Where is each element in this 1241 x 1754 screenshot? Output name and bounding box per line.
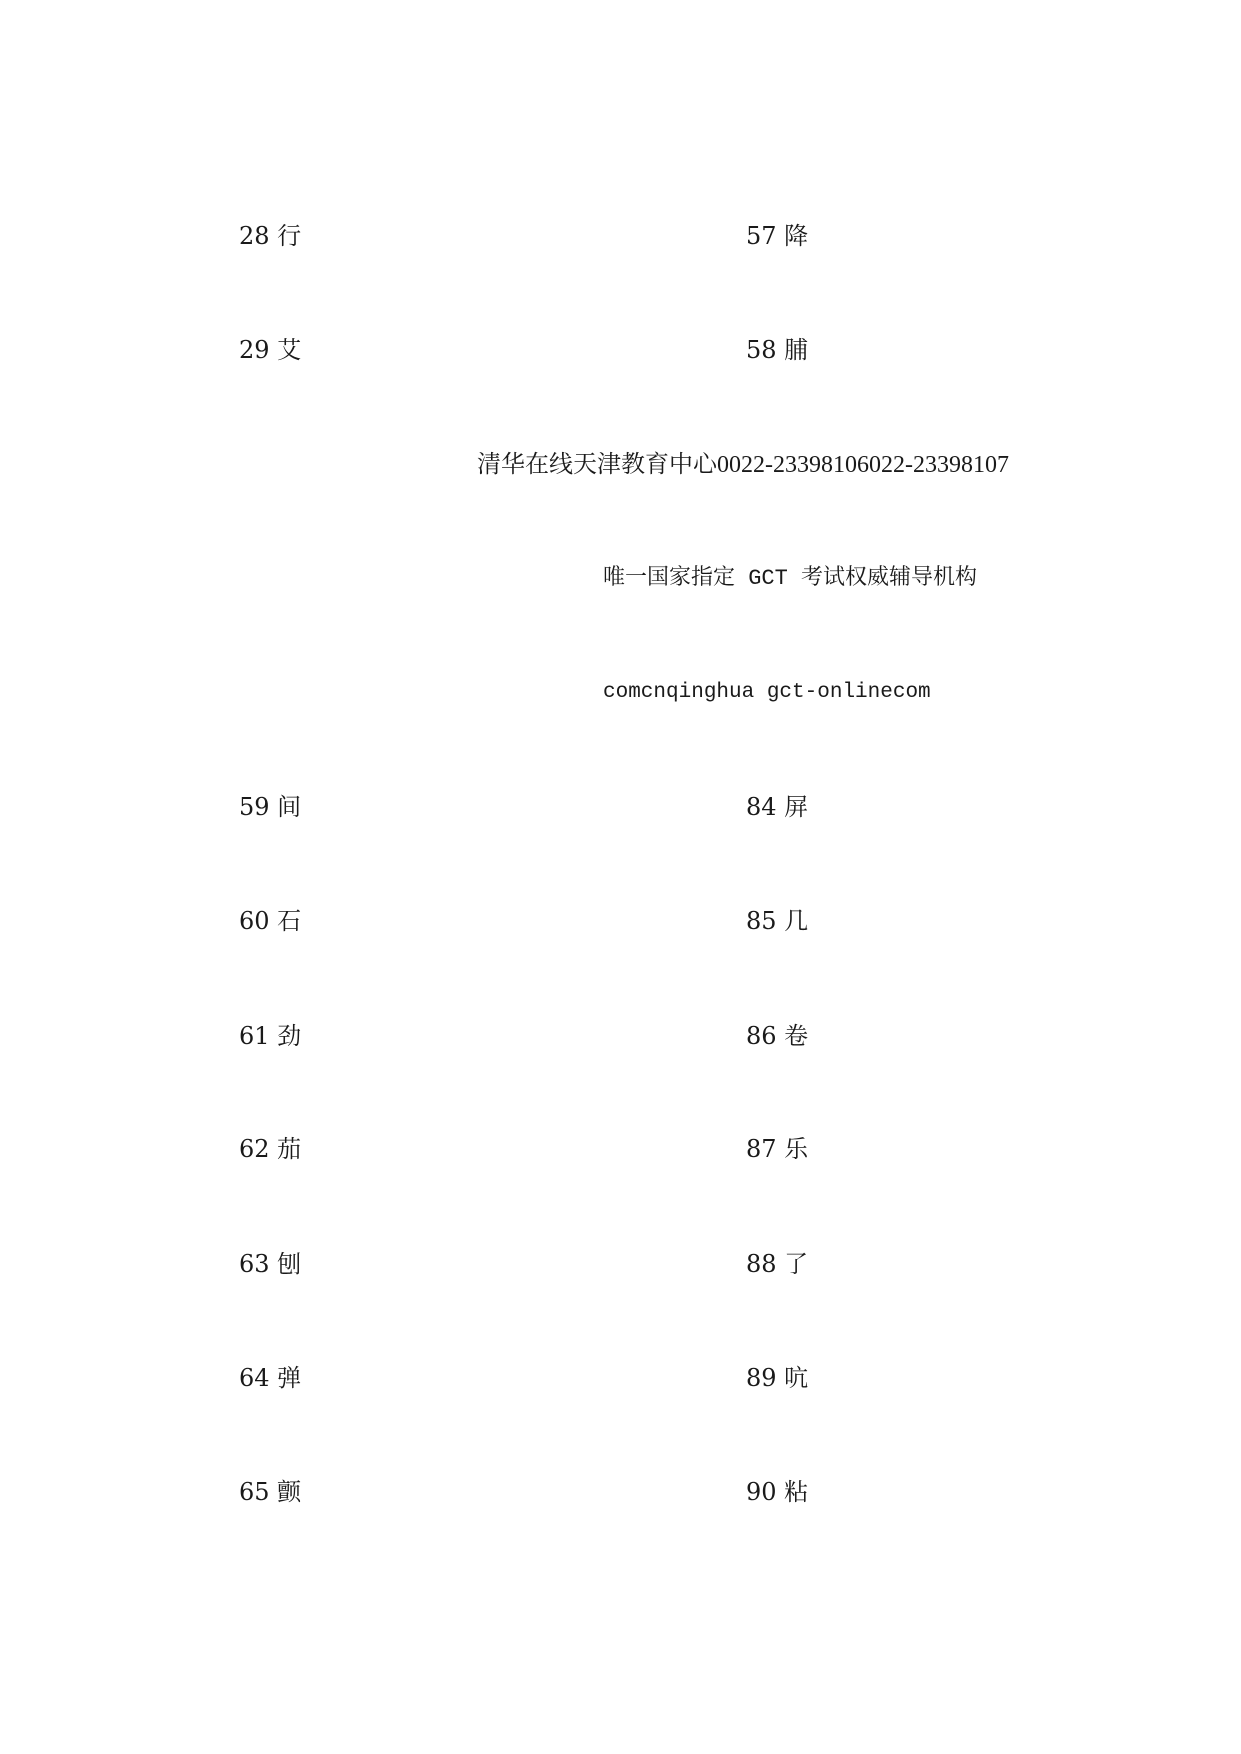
answer-item: 88 了 — [746, 1250, 809, 1278]
answer-item: 89 吭 — [746, 1364, 809, 1392]
organization-contact-line: 清华在线天津教育中心0022-23398106022-23398107 — [477, 452, 1009, 478]
answer-item: 86 卷 — [746, 1022, 809, 1050]
answer-item: 28 行 — [239, 222, 302, 250]
answer-item: 57 降 — [746, 222, 809, 250]
answer-item: 59 间 — [239, 793, 302, 821]
answer-item: 61 劲 — [239, 1022, 302, 1050]
organization-website-line: comcnqinghua gct-onlinecom — [603, 681, 931, 704]
answer-item: 63 刨 — [239, 1250, 302, 1278]
answer-item: 90 粘 — [746, 1478, 809, 1506]
answer-item: 29 艾 — [239, 336, 302, 364]
answer-item: 65 颤 — [239, 1478, 302, 1506]
answer-item: 60 石 — [239, 907, 302, 935]
answer-item: 64 弹 — [239, 1364, 302, 1392]
answer-item: 85 几 — [746, 907, 809, 935]
answer-item: 84 屏 — [746, 793, 809, 821]
answer-item: 87 乐 — [746, 1135, 809, 1163]
answer-item: 62 茄 — [239, 1135, 302, 1163]
answer-item: 58 脯 — [746, 336, 809, 364]
organization-slogan-line: 唯一国家指定 GCT 考试权威辅导机构 — [603, 566, 978, 591]
